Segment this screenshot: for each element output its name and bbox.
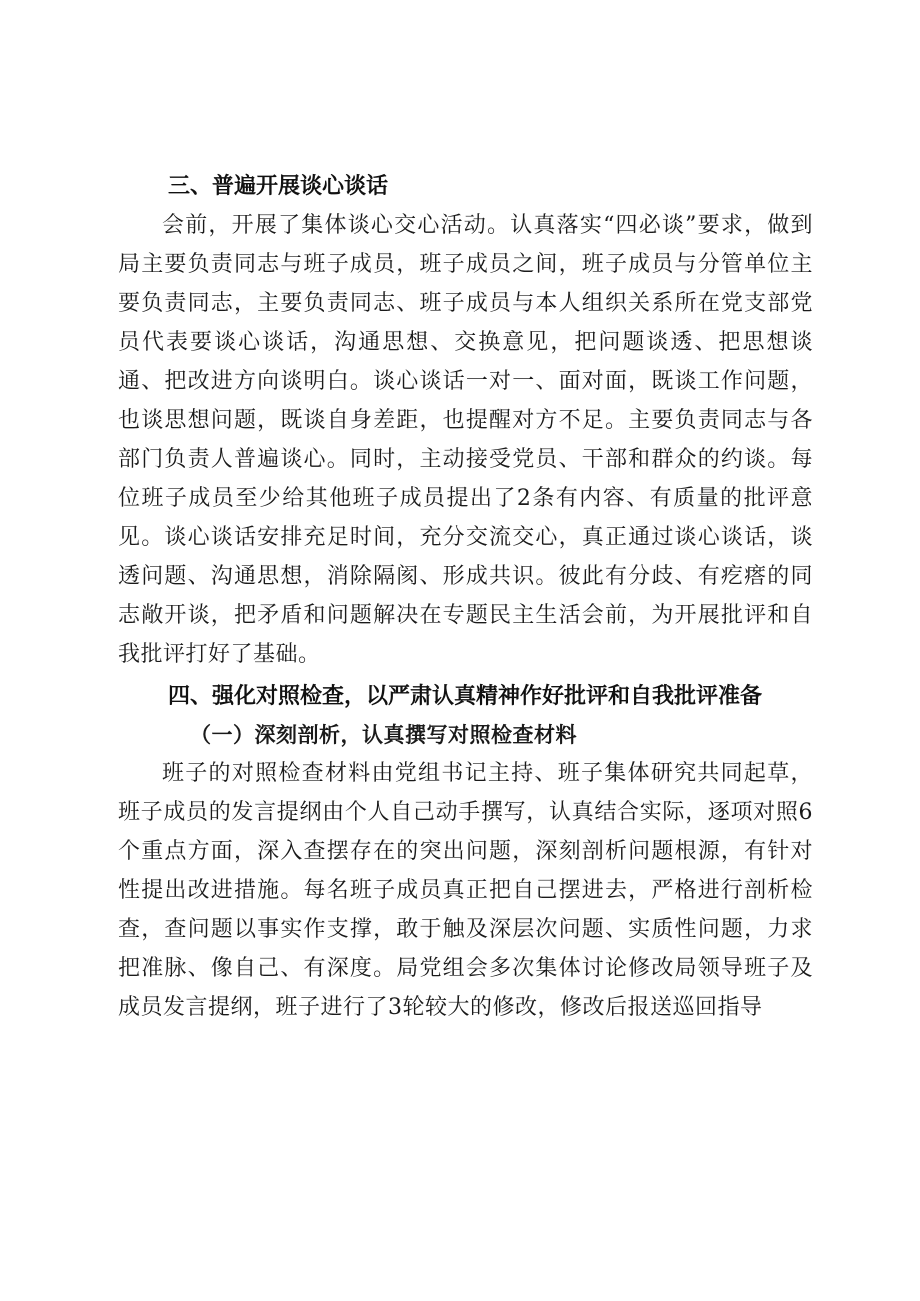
section-3-paragraph: 会前，开展了集体谈心交心活动。认真落实“四必谈”要求，做到局主要负责同志与班子成员，班子成员之间，班子成员与分管单位主要负责同志，主要负责同志、班子成员与本人组织关系所在党支部党员代表要谈心谈话，沟通思想、交换意见，把问题谈透、把思想谈通、把改进方向谈明白。谈心谈话一对一、面对面，既谈工作问题，也谈思想问题，既谈自身差距，也提醒对方不足。主要负责同志与各部门负责人普遍谈心。同时，主动接受党员、干部和群众的约谈。每位班子成员至少给其他班子成员提出了2条有内容、有质量的批评意见。谈心谈话安排充足时间，充分交流交心，真正通过谈心谈话，谈透问题、沟通思想，消除隔阂、形成共识。彼此有分歧、有疙瘩的同志敞开谈，把矛盾和问题解决在专题民主生活会前，为开展批评和自我批评打好了基础。 (118, 213, 813, 667)
section-3-heading: 三、普遍开展谈心谈话 (168, 174, 389, 199)
section-4-heading: 四、强化对照检查，以严肃认真精神作好批评和自我批评准备 (168, 684, 763, 709)
document-body (118, 168, 813, 1027)
section-4-paragraph: 班子的对照检查材料由党组书记主持、班子集体研究共同起草，班子成员的发言提纲由个人自己动手撰写，认真结合实际，逐项对照6个重点方面，深入查摆存在的突出问题，深刻剖析问题根源，有针对性提出改进措施。每名班子成员真正把自己摆进去，严格进行剖析检查，查问题以事实作支撑，敢于触及深层次问题、实质性问题，力求把准脉、像自己、有深度。局党组会多次集体讨论修改局领导班子及成员发言提纲，班子进行了3轮较大的修改，修改后报送巡回指导 (118, 761, 813, 1020)
section-4-subheading: （一）深刻剖析，认真撰写对照检查材料 (190, 722, 577, 747)
